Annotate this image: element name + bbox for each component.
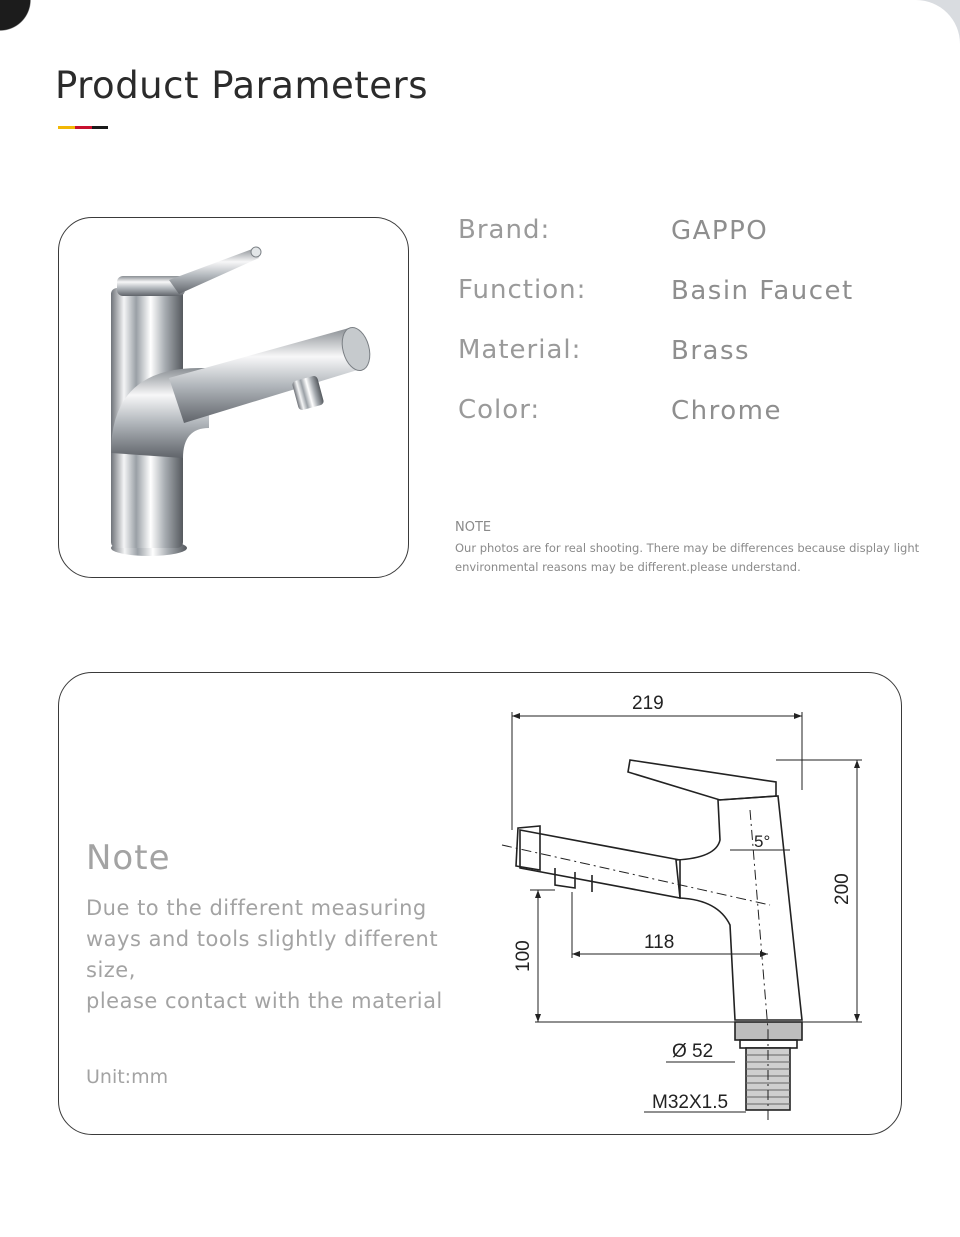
dim-angle: 5°: [754, 832, 771, 851]
spec-value-function: Basin Faucet: [671, 276, 854, 306]
photo-note-text: Our photos are for real shooting. There may be differences because display light environmental reasons may be different.please understand.: [455, 541, 920, 574]
dim-reach: 118: [644, 932, 675, 953]
spec-label-brand: Brand:: [458, 215, 551, 245]
dim-height: 200: [832, 873, 853, 905]
size-note-title: Note: [86, 838, 171, 878]
spec-label-material: Material:: [458, 335, 582, 365]
spec-value-brand: GAPPO: [671, 216, 769, 246]
spec-value-color: Chrome: [671, 396, 782, 426]
spec-label-function: Function:: [458, 275, 587, 305]
dim-thread: M32X1.5: [652, 1092, 729, 1113]
spec-value-material: Brass: [671, 336, 751, 366]
photo-note-title: NOTE: [455, 520, 492, 535]
spec-label-color: Color:: [458, 395, 541, 425]
dim-base-diameter: Ø 52: [672, 1041, 714, 1062]
unit-label: Unit:mm: [86, 1066, 169, 1088]
size-note-line2: please contact with the material: [86, 989, 443, 1013]
size-note-line1: Due to the different measuring ways and tools slightly different size,: [86, 896, 439, 982]
page-title: Product Parameters: [55, 64, 429, 107]
dim-overall-length: 219: [632, 693, 664, 714]
dim-spout-height: 100: [513, 940, 534, 972]
